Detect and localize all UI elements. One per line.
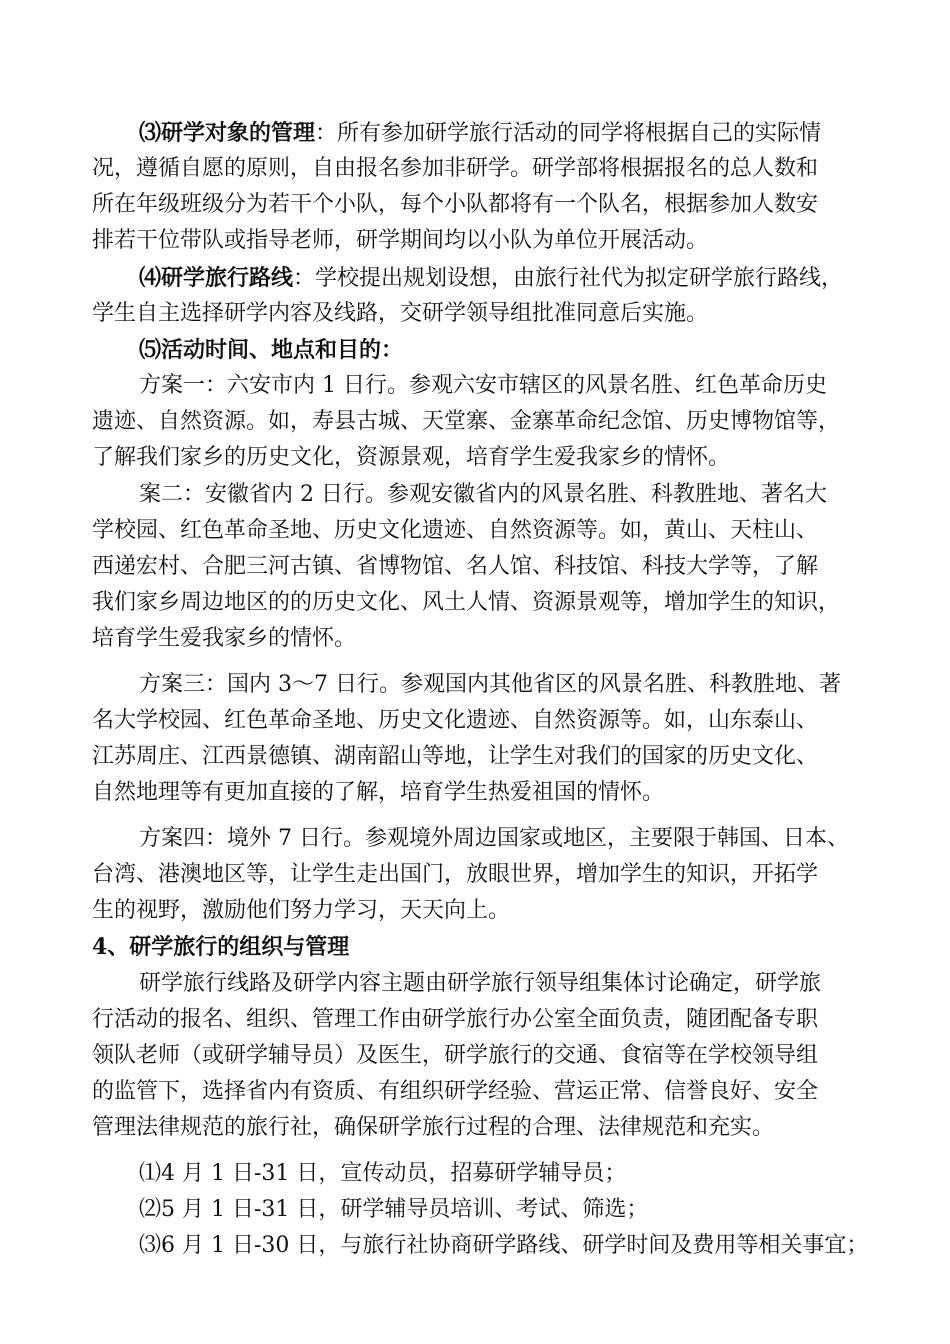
plan-4-line-2: 台湾、港澳地区等，让学生走出国门，放眼世界，增加学生的知识，开拓学 (92, 862, 819, 887)
plan-3-line-3: 江苏周庄、江西景德镇、湖南韶山等地，让学生对我们的国家的历史文化、 (92, 744, 819, 769)
item-3-line-3: 所在年级班级分为若干个小队，每个小队都将有一个队名，根据参加人数安 (92, 192, 819, 217)
plan-4-line-1: 方案四：境外 7 日行。参观境外周边国家或地区，主要限于韩国、日本、 (139, 826, 849, 851)
section-4-para-line-5: 管理法律规范的旅行社，确保研学旅行过程的合理、法律规范和充实。 (92, 1115, 775, 1140)
plan-2-line-1: 案二：安徽省内 2 日行。参观安徽省内的风景名胜、科教胜地、著名大 (139, 482, 827, 507)
item-4-text: ：学校提出规划设想，由旅行社代为拟定研学旅行路线， (293, 266, 844, 291)
plan-2-line-4: 我们家乡周边地区的的历史文化、风土人情、资源景观等，增加学生的知识， (92, 590, 841, 615)
item-3-text: ：所有参加研学旅行活动的同学将根据自己的实际情 (315, 121, 822, 146)
plan-1-line-3: 了解我们家乡的历史文化，资源景观，培育学生爱我家乡的情怀。 (92, 445, 731, 470)
item-4-lead: ⑷研学旅行路线 (139, 265, 294, 291)
plan-1-line-2: 遗迹、自然资源。如，寿县古城、天堂寨、金寨革命纪念馆、历史博物馆等， (92, 409, 841, 434)
item-4-line-1 (139, 263, 843, 293)
section-4-para-line-4: 的监管下，选择省内有资质、有组织研学经验、营运正常、信誉良好、安全 (92, 1079, 819, 1104)
plan-3-line-2: 名大学校园、红色革命圣地、历史文化遗迹、自然资源等。如，山东泰山、 (92, 708, 819, 733)
item-3-line-2: 况，遵循自愿的原则，自由报名参加非研学。研学部将根据报名的总人数和 (92, 156, 819, 181)
step-3: ⑶6 月 1 日-30 日，与旅行社协商研学路线、研学时间及费用等相关事宜； (139, 1233, 869, 1258)
plan-4-line-3: 生的视野，激励他们努力学习，天天向上。 (92, 898, 511, 923)
step-1: ⑴4 月 1 日-31 日，宣传动员，招募研学辅导员； (139, 1161, 627, 1186)
plan-2-line-2: 学校园、红色革命圣地、历史文化遗迹、自然资源等。如，黄山、天柱山、 (92, 518, 819, 543)
plan-1-line-1: 方案一：六安市内 1 日行。参观六安市辖区的风景名胜、红色革命历史 (139, 373, 827, 398)
section-4-para-line-1: 研学旅行线路及研学内容主题由研学旅行领导组集体讨论确定，研学旅 (139, 971, 822, 996)
plan-3-line-4: 自然地理等有更加直接的了解，培育学生热爱祖国的情怀。 (92, 780, 665, 805)
item-3-lead: ⑶研学对象的管理 (139, 120, 316, 146)
section-4-heading: 4、研学旅行的组织与管理 (92, 934, 350, 960)
section-4-para-line-2: 行活动的报名、组织、管理工作由研学旅行办公室全面负责，随团配备专职 (92, 1007, 819, 1032)
step-2: ⑵5 月 1 日-31 日，研学辅导员培训、考试、筛选； (139, 1197, 649, 1222)
plan-2-line-5: 培育学生爱我家乡的情怀。 (92, 626, 357, 651)
plan-2-line-3: 西递宏村、合肥三河古镇、省博物馆、名人馆、科技馆、科技大学等，了解 (92, 554, 819, 579)
plan-3-line-1: 方案三：国内 3～7 日行。参观国内其他省区的风景名胜、科教胜地、著 (139, 672, 841, 697)
item-3-line-1 (139, 118, 821, 148)
section-4-para-line-3: 领队老师（或研学辅导员）及医生，研学旅行的交通、食宿等在学校领导组 (92, 1043, 819, 1068)
item-5-heading: ⑸活动时间、地点和目的： (139, 337, 404, 363)
item-3-line-4: 排若干位带队或指导老师，研学期间均以小队为单位开展活动。 (92, 228, 709, 253)
item-4-line-2: 学生自主选择研学内容及线路，交研学领导组批准同意后实施。 (92, 301, 709, 326)
